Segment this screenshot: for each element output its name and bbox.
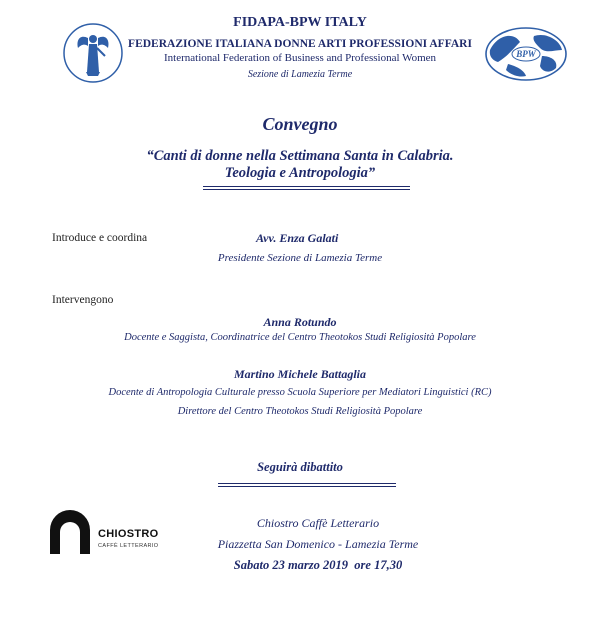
event-datetime: Sabato 23 marzo 2019 ore 17,30	[233, 558, 403, 572]
venue-address: Piazzetta San Domenico - Lamezia Terme	[217, 537, 419, 551]
section-name: Sezione di Lamezia Terme	[247, 69, 353, 80]
title-underline-2	[203, 189, 410, 190]
closing-underline-2	[218, 486, 396, 487]
introduce-label: Introduce e coordina	[52, 232, 148, 244]
speaker-role: Docente di Antropologia Culturale presso Scuola Superiore per Mediatori Linguistici (RC)	[108, 387, 492, 398]
event-title-line2: Teologia e Antropologia”	[224, 165, 376, 181]
speaker-name: Anna Rotundo	[263, 315, 337, 329]
venue-logo-sub: CAFFÈ LETTERARIO	[98, 543, 159, 549]
speaker-role: Docente e Saggista, Coordinatrice del Centro Theotokos Studi Religiosità Popolare	[124, 332, 476, 343]
bpw-logo-text: BPW	[516, 49, 536, 59]
event-type: Convegno	[262, 114, 338, 134]
speaker-role: Direttore del Centro Theotokos Studi Religiosità Popolare	[177, 406, 423, 417]
closing-underline	[218, 483, 396, 484]
venue-logo-name: CHIOSTRO	[98, 528, 159, 540]
org-title: FIDAPA-BPW ITALY	[233, 15, 367, 30]
moderator-name: Avv. Enza Galati	[256, 231, 339, 245]
org-name-en: International Federation of Business and Professional Women	[163, 52, 437, 64]
moderator-role: Presidente Sezione di Lamezia Terme	[217, 252, 383, 264]
venue-place: Chiostro Caffè Letterario	[256, 516, 380, 530]
title-underline	[203, 186, 410, 187]
speaker-name: Martino Michele Battaglia	[233, 367, 366, 381]
closing-note: Seguirà dibattito	[257, 460, 343, 474]
speakers-label: Intervengono	[52, 294, 114, 306]
event-title-line1: “Canti di donne nella Settimana Santa in Calabria.	[146, 148, 454, 164]
org-name-it: FEDERAZIONE ITALIANA DONNE ARTI PROFESSIONI AFFARI	[128, 38, 472, 50]
